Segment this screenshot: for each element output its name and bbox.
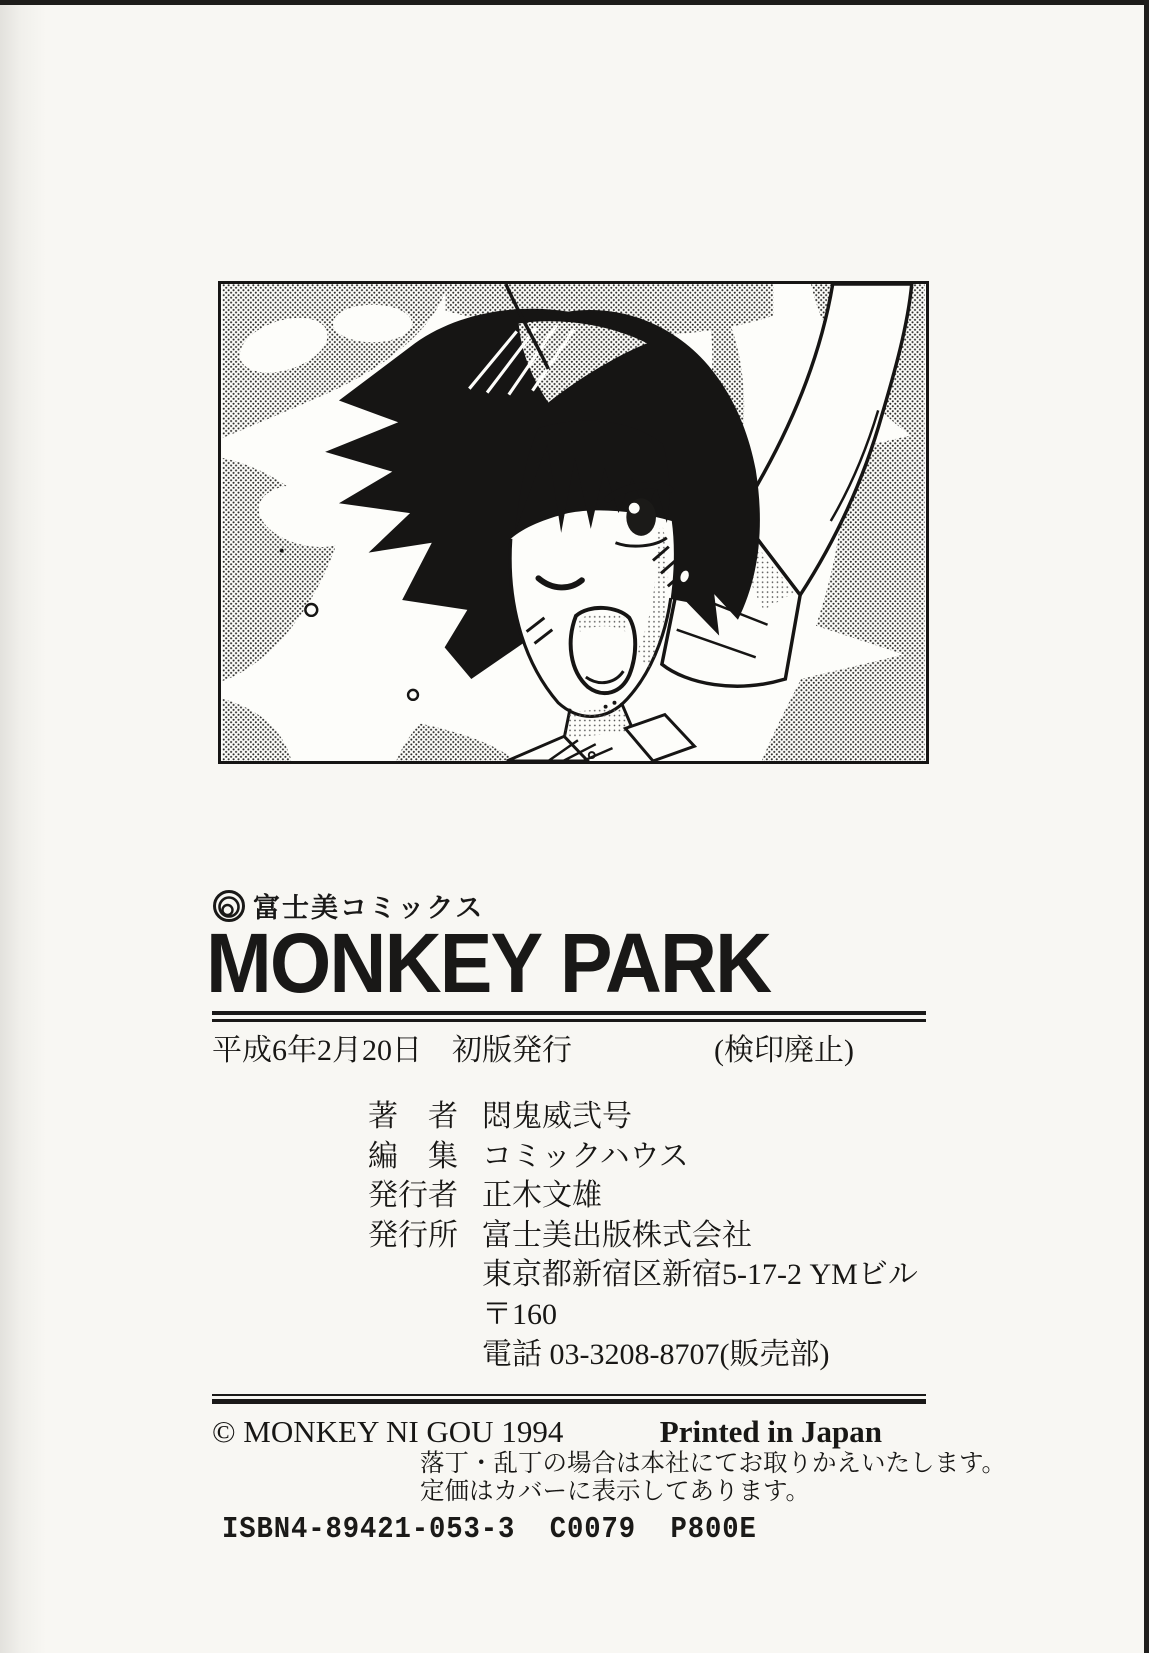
credit-value: コミックハウス bbox=[482, 1139, 689, 1173]
credit-value: 悶鬼威弐号 bbox=[482, 1100, 632, 1133]
credit-row bbox=[368, 1295, 918, 1335]
credit-value: 電話 03-3208-8707(販売部) bbox=[482, 1337, 830, 1371]
credit-label: 編 集 bbox=[368, 1139, 458, 1173]
illustration-frame bbox=[218, 281, 929, 764]
isbn-line: ISBN4-89421-053-3 C0079 P800E bbox=[222, 1512, 757, 1547]
manga-illustration bbox=[221, 284, 926, 761]
top-edge-shadow bbox=[0, 0, 1149, 5]
credit-label bbox=[368, 1295, 458, 1335]
credit-label bbox=[368, 1335, 458, 1375]
footer-rule-thin bbox=[212, 1394, 926, 1396]
credit-row bbox=[368, 1255, 918, 1295]
credit-row bbox=[368, 1137, 918, 1177]
book-title: MONKEY PARK bbox=[206, 916, 771, 1010]
credit-value: 東京都新宿区新宿5-17-2 YMビル bbox=[482, 1258, 918, 1292]
notice-line-2: 定価はカバーに表示してあります。 bbox=[420, 1478, 811, 1505]
credit-value: 〒160 bbox=[482, 1297, 557, 1331]
credit-value: 正木文雄 bbox=[482, 1179, 602, 1213]
seal-note: (検印廃止) bbox=[714, 1034, 854, 1067]
title-rule-top bbox=[212, 1011, 926, 1015]
copyright-text: © MONKEY NI GOU 1994 bbox=[212, 1414, 564, 1449]
right-edge-shadow bbox=[1144, 0, 1149, 1653]
copyright-row bbox=[212, 1413, 926, 1451]
edition-date: 平成6年2月20日 初版発行 bbox=[212, 1034, 572, 1067]
notice-block bbox=[420, 1450, 1006, 1506]
credit-row bbox=[368, 1335, 918, 1375]
credit-label bbox=[368, 1255, 458, 1295]
credit-label: 発行所 bbox=[368, 1218, 458, 1252]
credit-row bbox=[368, 1176, 918, 1216]
publisher-name: 富士美コミックス bbox=[253, 893, 485, 923]
credit-label: 発行者 bbox=[368, 1179, 458, 1213]
credit-value: 富士美出版株式会社 bbox=[482, 1218, 752, 1252]
notice-line-1: 落丁・乱丁の場合は本社にてお取りかえいたします。 bbox=[420, 1450, 1007, 1477]
paper-texture bbox=[0, 0, 46, 1653]
edition-row bbox=[212, 1033, 926, 1069]
credit-label: 著 者 bbox=[368, 1100, 458, 1133]
footer-rule-thick bbox=[212, 1399, 926, 1404]
credits-block bbox=[368, 1097, 918, 1374]
credit-row bbox=[368, 1216, 918, 1256]
printed-in-text: Printed in Japan bbox=[659, 1414, 882, 1449]
credit-row bbox=[368, 1097, 918, 1137]
title-rule-bottom bbox=[212, 1019, 926, 1022]
